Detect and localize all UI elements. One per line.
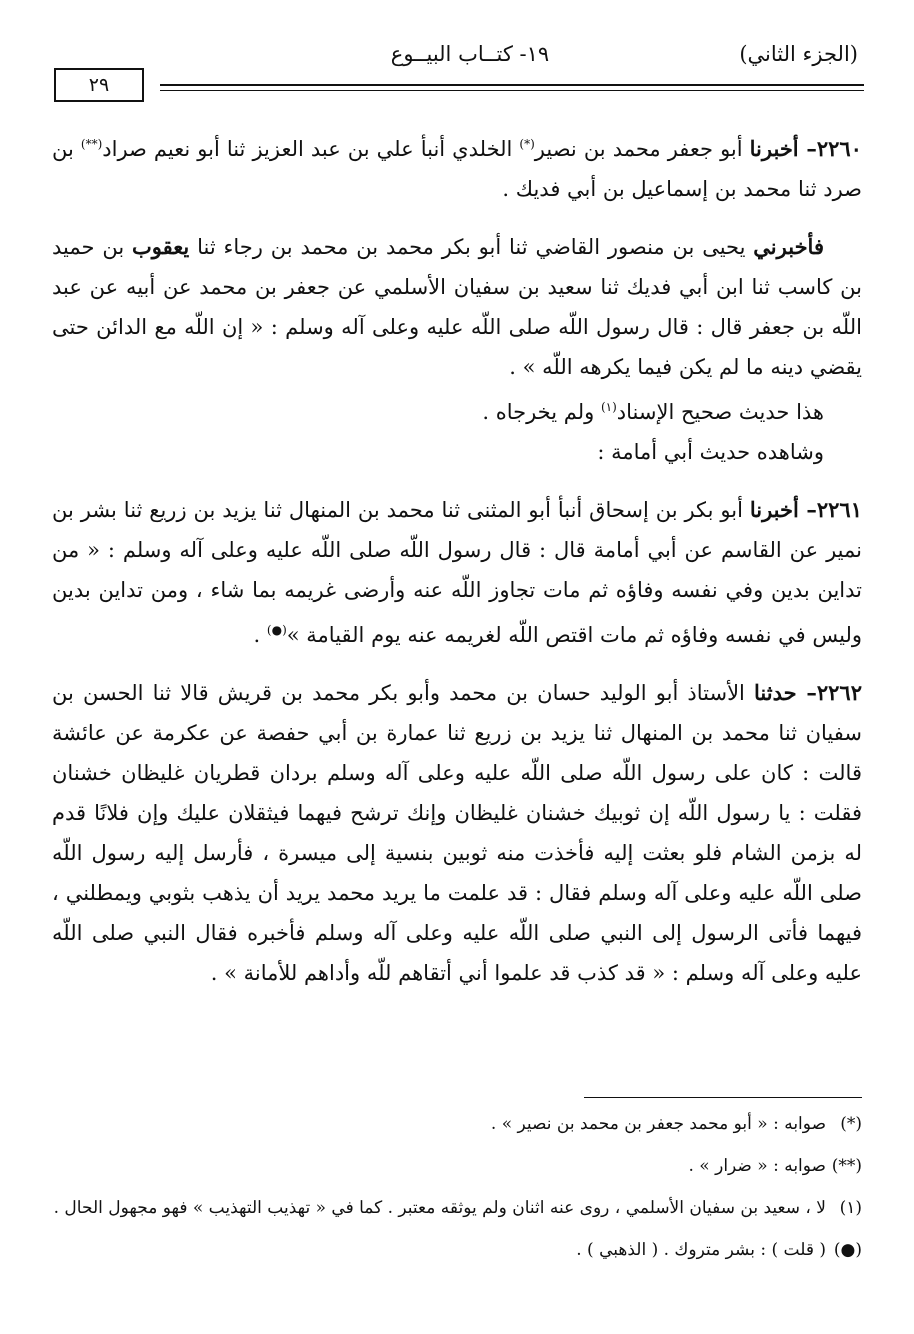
hadith-quote: « إن اللّه مع الدائن حتى يقضي دينه ما لم يكن فيما يكرهه اللّه » . [52, 315, 862, 379]
grading-text: ولم يخرجاه . [482, 400, 595, 424]
hadith-text: الأستاذ أبو الوليد حسان بن محمد وأبو بكر محمد بن قريش قالا ثنا الحسن بن سفيان ثنا محمد بن المنهال ثنا يزيد بن زريع ثنا عمارة بن أبي حفصة عن عكرمة عن عائشة قالت : كان على رسول اللّه صلى اللّه عليه وعلى آله وسلم بردان قطريان غليظان خشنان فقلت : يا رسول اللّه إن ثوبيك خشنان غليظان وإنك ترشح فيهما فيثقلان عليك وإن فلانًا قدم له بزمن الشام فلو بعثت إليه فأخذت منه ثوبين بنسية إلى ميسرة ، فأرسل إليه رسول اللّه صلى اللّه عليه وعلى آله وسلم فقال : قد علمت ما يريد محمد يريد أن يذهب بثوبي ويمطلني ، فيهما فأتى الرسول إلى النبي صلى اللّه عليه وعلى آله وسلم فأخبره فقال النبي صلى اللّه عليه وعلى آله وسلم : « قد كذب قد علموا أني أتقاهم للّه وأداهم للأمانة » . [52, 681, 862, 985]
main-text [52, 124, 862, 993]
narration-verb: حدثنا [754, 680, 797, 705]
narration-verb: فأخبرني [753, 234, 824, 259]
narrator-name: يعقوب [132, 234, 190, 259]
footnote-separator [584, 1097, 862, 1098]
hadith-number: ٢٢٦١ [816, 497, 862, 522]
hadith-2260: ٢٢٦٠– أخبرنا أبو جعفر محمد بن نصير(*) الخلدي أنبأ علي بن عبد العزيز ثنا أبو نعيم صراد(**) بن صرد ثنا محمد بن إسماعيل بن أبي فديك . [52, 136, 862, 201]
footnote-text: ( قلت ) : بشر متروك . ( الذهبي ) . [576, 1240, 826, 1260]
footnote-mark: (*) [840, 1114, 862, 1134]
hadith-2260-second-chain [52, 227, 862, 387]
footnotes [52, 1106, 862, 1274]
grading-line [52, 387, 862, 432]
footnote-item [52, 1106, 862, 1142]
hadith-text-end: . [253, 623, 261, 647]
footnote-mark: (١) [839, 1198, 862, 1218]
hadith-text: أبو بكر بن إسحاق أنبأ أبو المثنى ثنا محمد بن المنهال ثنا يزيد بن زريع ثنا بشر بن نمير عن القاسم عن أبي أمامة قال : قال رسول اللّه صلى اللّه عليه وعلى آله وسلم : « من تداين بدين وفي نفسه وفاؤه ثم مات تجاوز اللّه عنه وأرضى غريمه بما شاء ، ومن تداين بدين وليس في نفسه وفاؤه ثم مات اقتص اللّه لغريمه عنه يوم القيامة » [52, 498, 862, 647]
narration-verb: أخبرنا [749, 497, 799, 522]
footnote-mark: (**) [831, 1156, 862, 1176]
page-number: ٢٩ [54, 68, 144, 102]
hadith-number: ٢٢٦٠ [816, 136, 862, 161]
footnote-item [52, 1190, 862, 1226]
footnote-ref: (**) [80, 137, 103, 151]
footnote-text: صوابه : « ضرار » . [688, 1156, 826, 1176]
chain-text: يحيى بن منصور القاضي ثنا أبو بكر محمد بن محمد بن رجاء ثنا [197, 235, 746, 259]
chain-text: بن صرد ثنا محمد بن إسماعيل بن أبي فديك . [52, 137, 862, 201]
part-title: (الجزء الثاني) [739, 42, 858, 66]
hadith-2262: ٢٢٦٢– حدثنا الأستاذ أبو الوليد حسان بن محمد وأبو بكر محمد بن قريش قالا ثنا الحسن بن سفيان ثنا محمد بن المنهال ثنا يزيد بن زريع ثنا عمارة بن أبي حفصة عن عكرمة عن عائشة قالت : كان على رسول اللّه صلى اللّه عليه وعلى آله وسلم بردان قطريان غليظان خشنان فقلت : يا رسول اللّه إن ثوبيك خشنان غليظان وإنك ترشح فيهما فيثقلان عليك وإن فلانًا قدم له بزمن الشام فلو بعثت إليه فأخذت منه ثوبين بنسية إلى ميسرة ، فأرسل إليه رسول اللّه صلى اللّه عليه وعلى آله وسلم فقال : قد علمت ما يريد محمد يريد أن يذهب بثوبي ويمطلني ، فيهما فأتى الرسول إلى النبي صلى اللّه عليه وعلى آله وسلم فأخبره فقال النبي صلى اللّه عليه وعلى آله وسلم : « قد كذب قد علموا أني أتقاهم للّه وأداهم للأمانة » . [52, 680, 862, 985]
chain-text: الخلدي أنبأ علي بن عبد العزيز ثنا أبو نعيم صراد [102, 137, 513, 161]
header-rule-thin [160, 90, 864, 91]
hadith-2261: ٢٢٦١– أخبرنا أبو بكر بن إسحاق أنبأ أبو المثنى ثنا محمد بن المنهال ثنا يزيد بن زريع ثنا بشر بن نمير عن القاسم عن أبي أمامة قال : قال رسول اللّه صلى اللّه عليه وعلى آله وسلم : « من تداين بدين وفي نفسه وفاؤه ثم مات تجاوز اللّه عنه وأرضى غريمه بما شاء ، ومن تداين بدين وليس في نفسه وفاؤه ثم مات اقتص اللّه لغريمه عنه يوم القيامة »(●) . [52, 497, 862, 647]
narration-verb: أخبرنا [749, 136, 799, 161]
header-rule-thick [160, 84, 864, 86]
footnote-ref: (١) [600, 400, 617, 414]
book-title: ١٩- كتــاب البيــوع [390, 42, 550, 66]
chain-text: أبو جعفر محمد بن نصير [534, 137, 743, 161]
witness-line: وشاهده حديث أبي أمامة : [597, 440, 824, 464]
footnote-text: لا ، سعيد بن سفيان الأسلمي ، روى عنه اثنان ولم يوثقه معتبر . كما في « تهذيب التهذيب » فهو مجهول الحال . [53, 1198, 826, 1218]
hadith-number: ٢٢٦٢ [816, 680, 862, 705]
footnote-mark: (●) [833, 1240, 862, 1260]
page-header [40, 40, 864, 96]
footnote-ref: (●) [266, 623, 287, 637]
footnote-item [52, 1148, 862, 1184]
footnote-ref: (*) [519, 137, 535, 151]
footnote-text: صوابه : « أبو محمد جعفر بن محمد بن نصير » . [490, 1114, 826, 1134]
chain-text: بن حميد بن كاسب ثنا ابن أبي فديك ثنا سعيد بن سفيان الأسلمي عن جعفر بن محمد عن أبيه عن عبد اللّه بن جعفر قال : قال رسول اللّه صلى اللّه عليه وعلى آله وسلم : [52, 235, 862, 339]
footnote-item [52, 1232, 862, 1268]
grading-text: هذا حديث صحيح الإسناد [616, 400, 824, 424]
